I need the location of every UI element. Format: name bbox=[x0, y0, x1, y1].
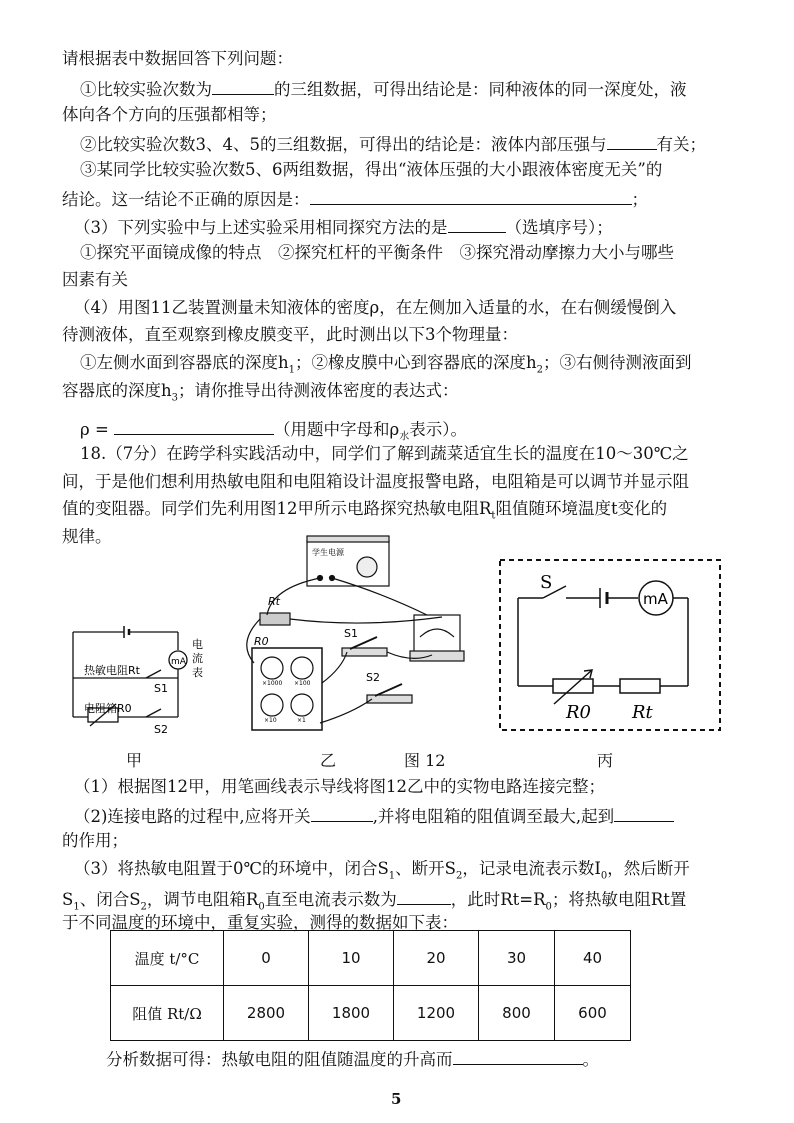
text-line: 因素有关 bbox=[62, 270, 128, 289]
switch-s1-label: S1 bbox=[154, 682, 168, 695]
text-line: （4）用图11乙装置测量未知液体的密度ρ，在左侧加入适量的水，在右侧缓慢倒入 bbox=[74, 298, 677, 317]
svg-text:Rt: Rt bbox=[632, 702, 653, 723]
meter-label: mA bbox=[171, 657, 186, 667]
svg-text:R0: R0 bbox=[566, 702, 592, 723]
table-cell: 0 bbox=[224, 931, 309, 986]
svg-text:mA: mA bbox=[643, 590, 668, 608]
circuit-diagram-jia bbox=[68, 620, 218, 740]
text-line: 18.（7分）在跨学科实践活动中，同学们了解到蔬菜适宜生长的温度在10～30℃之 bbox=[80, 444, 689, 463]
answer-blank[interactable] bbox=[453, 1046, 583, 1065]
page-number: 5 bbox=[391, 1090, 402, 1108]
text-line: （1）根据图12甲，用笔画线表示导线将图12乙中的实物电路连接完整； bbox=[74, 777, 605, 796]
figure-caption-bing: 丙 bbox=[597, 751, 614, 770]
resistor-box-label: 电阻箱R0 bbox=[84, 702, 132, 715]
table-row bbox=[111, 986, 631, 1041]
answer-blank[interactable] bbox=[310, 186, 632, 205]
text-line: $S_1$、闭合$S_2$，调节电阻箱$R_0$直至电流表示数为 ，此时$Rt=R_0$；将热敏电阻Rt置 bbox=[62, 886, 686, 918]
svg-text:流: 流 bbox=[192, 652, 203, 665]
table-cell: 20 bbox=[394, 931, 479, 986]
table-cell: 40 bbox=[555, 931, 631, 986]
answer-blank[interactable] bbox=[397, 886, 451, 905]
figure-caption: 图 12 bbox=[404, 751, 446, 770]
table-cell: 1200 bbox=[394, 986, 479, 1041]
figure-caption-jia: 甲 bbox=[126, 751, 143, 770]
text-line: 体向各个方向的压强都相等； bbox=[62, 105, 277, 124]
svg-text:S2: S2 bbox=[366, 671, 380, 684]
svg-text:×100: ×100 bbox=[294, 680, 311, 687]
answer-blank[interactable] bbox=[607, 131, 657, 150]
svg-text:电: 电 bbox=[192, 638, 203, 651]
svg-text:×1: ×1 bbox=[297, 717, 306, 724]
text-line: 的作用； bbox=[62, 831, 128, 850]
answer-blank[interactable] bbox=[614, 803, 674, 822]
text-line: 分析数据可得：热敏电阻的阻值随温度的升高而 。 bbox=[106, 1046, 599, 1071]
circuit-diagram-bing bbox=[498, 558, 723, 733]
table-header: 阻值 Rt/Ω bbox=[111, 986, 224, 1041]
table-cell: 2800 bbox=[224, 986, 309, 1041]
text-line: （2)连接电路的过程中,应将开关 ,并将电阻箱的阻值调至最大,起到 bbox=[74, 803, 674, 828]
svg-text:×10: ×10 bbox=[264, 717, 277, 724]
table-row bbox=[111, 931, 631, 986]
text-line: ①探究平面镜成像的特点 ②探究杠杆的平衡条件 ③探究滑动摩擦力大小与哪些 bbox=[80, 243, 674, 262]
apparatus-diagram-yi bbox=[232, 533, 472, 743]
table-cell: 30 bbox=[479, 931, 555, 986]
text-line: 值的变阻器。同学们先利用图12甲所示电路探究热敏电阻$R_t$阻值随环境温度t变化的 bbox=[62, 499, 668, 522]
text-line: 待测液体，直至观察到橡皮膜变平，此时测出以下3个物理量： bbox=[62, 325, 518, 344]
svg-text:Rt: Rt bbox=[268, 595, 280, 608]
svg-text:S: S bbox=[540, 572, 553, 593]
figure-caption-yi: 乙 bbox=[320, 751, 337, 770]
text-line: 容器底的深度$h_3$；请你推导出待测液体密度的表达式： bbox=[62, 381, 459, 404]
svg-text:×1000: ×1000 bbox=[262, 680, 283, 687]
text-line: 结论。这一结论不正确的原因是： ； bbox=[62, 186, 648, 211]
switch-s2-label: S2 bbox=[154, 723, 168, 736]
table-cell: 800 bbox=[479, 986, 555, 1041]
text-line: 于不同温度的环境中，重复实验，测得的数据如下表： bbox=[62, 913, 458, 932]
text-line: ①比较实验次数为 的三组数据，可得出结论是：同种液体的同一深度处，液 bbox=[80, 76, 687, 101]
svg-text:学生电源: 学生电源 bbox=[312, 548, 344, 557]
answer-blank[interactable] bbox=[448, 214, 506, 233]
table-cell: 1800 bbox=[309, 986, 394, 1041]
text-line: ②比较实验次数3、4、5的三组数据，可得出的结论是：液体内部压强与 有关； bbox=[80, 131, 706, 156]
thermistor-label: 热敏电阻Rt bbox=[84, 664, 140, 677]
table-header: 温度 t/°C bbox=[111, 931, 224, 986]
text-line: ①左侧水面到容器底的深度$h_1$；②橡皮膜中心到容器底的深度$h_2$；③右侧待测液面到 bbox=[80, 353, 692, 376]
svg-text:R0: R0 bbox=[254, 635, 269, 648]
text-line: （3）下列实验中与上述实验采用相同探究方法的是 （选填序号）； bbox=[74, 214, 613, 239]
table-cell: 10 bbox=[309, 931, 394, 986]
text-line: 规律。 bbox=[62, 527, 112, 546]
text-line: ③某同学比较实验次数5、6两组数据，得出“液体压强的大小跟液体密度无关”的 bbox=[80, 160, 663, 179]
data-table bbox=[110, 930, 631, 1041]
answer-blank[interactable] bbox=[114, 416, 274, 435]
text-line: ρ = （用题中字母和$\rho_水$表示）。 bbox=[80, 416, 467, 448]
text-line: 间，于是他们想利用热敏电阻和电阻箱设计温度报警电路，电阻箱是可以调节并显示阻 bbox=[62, 472, 689, 491]
svg-text:表: 表 bbox=[192, 666, 203, 679]
text-line: （3）将热敏电阻置于0℃的环境中，闭合$S_1$、断开$S_2$，记录电流表示数$I_0$，然后断开 bbox=[74, 859, 690, 882]
svg-text:S1: S1 bbox=[344, 627, 358, 640]
answer-blank[interactable] bbox=[311, 803, 373, 822]
text-line: 请根据表中数据回答下列问题： bbox=[62, 49, 293, 68]
answer-blank[interactable] bbox=[212, 76, 274, 95]
table-cell: 600 bbox=[555, 986, 631, 1041]
